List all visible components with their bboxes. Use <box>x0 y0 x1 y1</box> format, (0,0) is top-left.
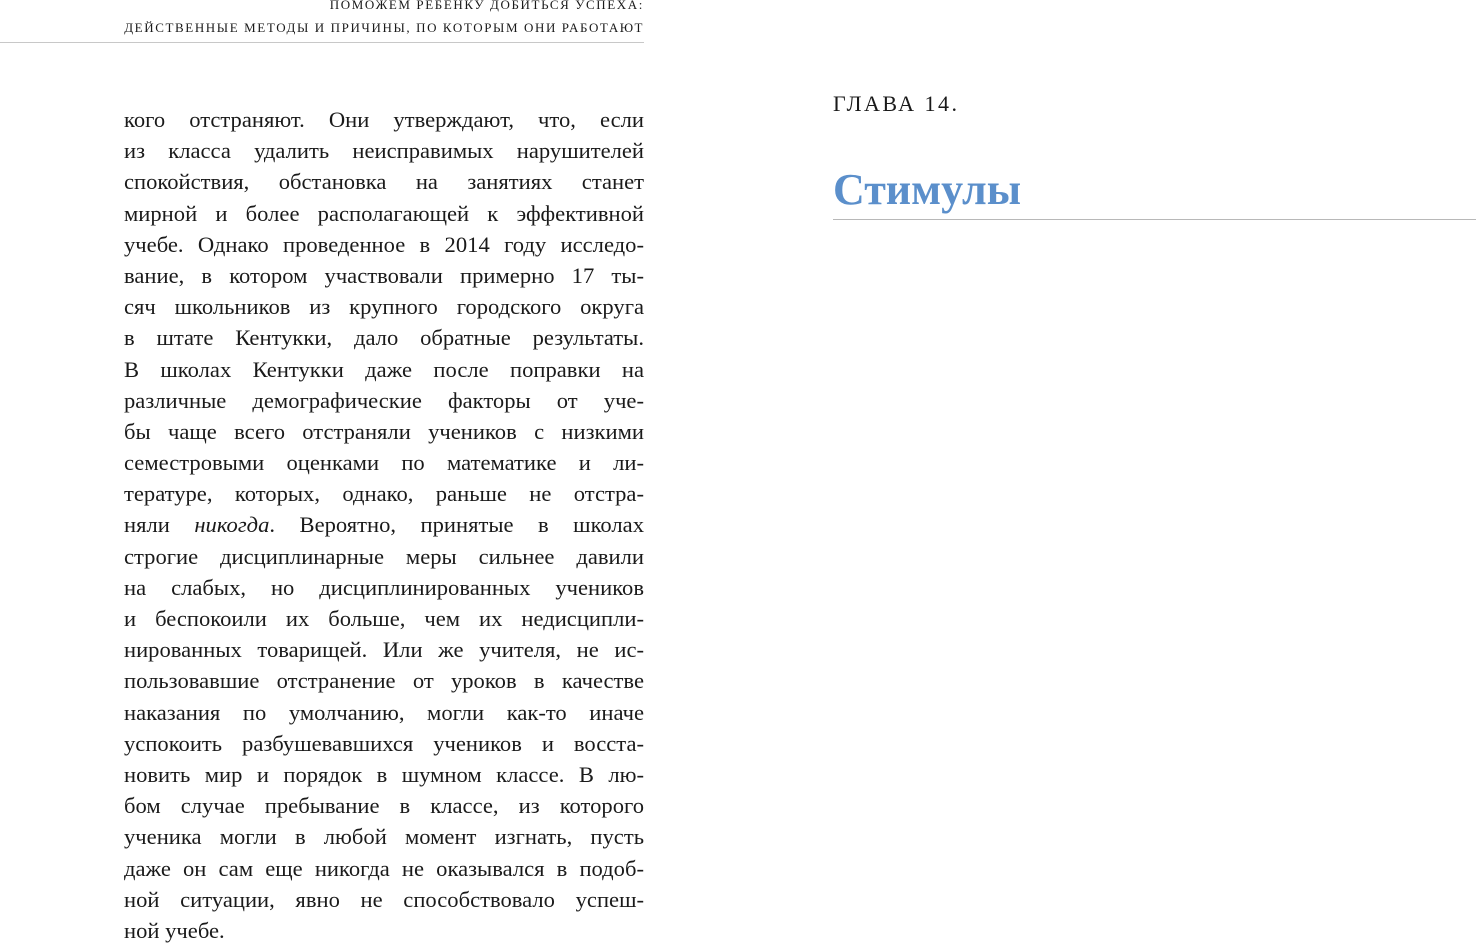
body-line-last: ной учебе. <box>124 917 225 943</box>
body-line-segment: . Вероятно, принятые в школах <box>269 512 644 538</box>
body-line: бы чаще всего отстраняли учеников с низкими <box>124 418 644 444</box>
chapter-label: ГЛАВА 14. <box>833 91 960 116</box>
body-line-italic <box>124 509 644 540</box>
body-line: различные демографические факторы от уче- <box>124 387 644 413</box>
emphasis-word: никогда <box>194 512 270 538</box>
running-header-line-2: ДЕЙСТВЕННЫЕ МЕТОДЫ И ПРИЧИНЫ, ПО КОТОРЫМ ОНИ РАБОТАЮТ <box>124 20 644 35</box>
body-line: из класса удалить неисправимых нарушителей <box>124 138 644 164</box>
body-line: бом случае пребывание в классе, из которого <box>124 793 644 819</box>
body-line: семестровыми оценками по математике и ли- <box>124 450 644 476</box>
body-line: спокойствия, обстановка на занятиях станет <box>124 169 644 195</box>
body-line: кого отстраняют. Они утверждают, что, если <box>124 107 644 132</box>
body-line: вание, в котором участвовали примерно 17 ты- <box>124 262 644 288</box>
running-header-line-1: ПОМОЖЕМ РЕБЕНКУ ДОБИТЬСЯ УСПЕХА: <box>329 0 644 12</box>
body-line: тературе, которых, однако, раньше не отстра- <box>124 481 644 507</box>
body-line: В школах Кентукки даже после поправки на <box>124 356 644 382</box>
body-line: в штате Кентукки, дало обратные результаты. <box>124 325 644 351</box>
body-line: мирной и более располагающей к эффективной <box>124 200 644 226</box>
body-line: успокоить разбушевавшихся учеников и восста- <box>124 730 644 756</box>
body-text <box>124 104 644 946</box>
body-line: даже он сам еще никогда не оказывался в подоб- <box>124 855 644 881</box>
running-header <box>0 0 644 43</box>
body-line: сяч школьников из крупного городского округа <box>124 294 644 320</box>
body-line: новить мир и порядок в шумном классе. В лю- <box>124 761 644 787</box>
body-line: наказания по умолчанию, могли как-то иначе <box>124 699 644 725</box>
body-line: пользовавшие отстранение от уроков в качестве <box>124 668 644 694</box>
body-line: учебе. Однако проведенное в 2014 году исследо- <box>124 231 644 257</box>
body-line: ученика могли в любой момент изгнать, пусть <box>124 824 644 850</box>
chapter-title-rule <box>833 219 1476 220</box>
body-line-segment: няли <box>124 512 195 538</box>
body-line: нированных товарищей. Или же учителя, не ис- <box>124 637 644 663</box>
body-line: и беспокоили их больше, чем их недисципли- <box>124 606 644 631</box>
chapter-title: Стимулы <box>833 165 1022 214</box>
body-line: на слабых, но дисциплинированных учеников <box>124 574 644 600</box>
body-line: строгие дисциплинарные меры сильнее давили <box>124 543 644 569</box>
body-line: ной ситуации, явно не способствовало успеш- <box>124 886 644 912</box>
